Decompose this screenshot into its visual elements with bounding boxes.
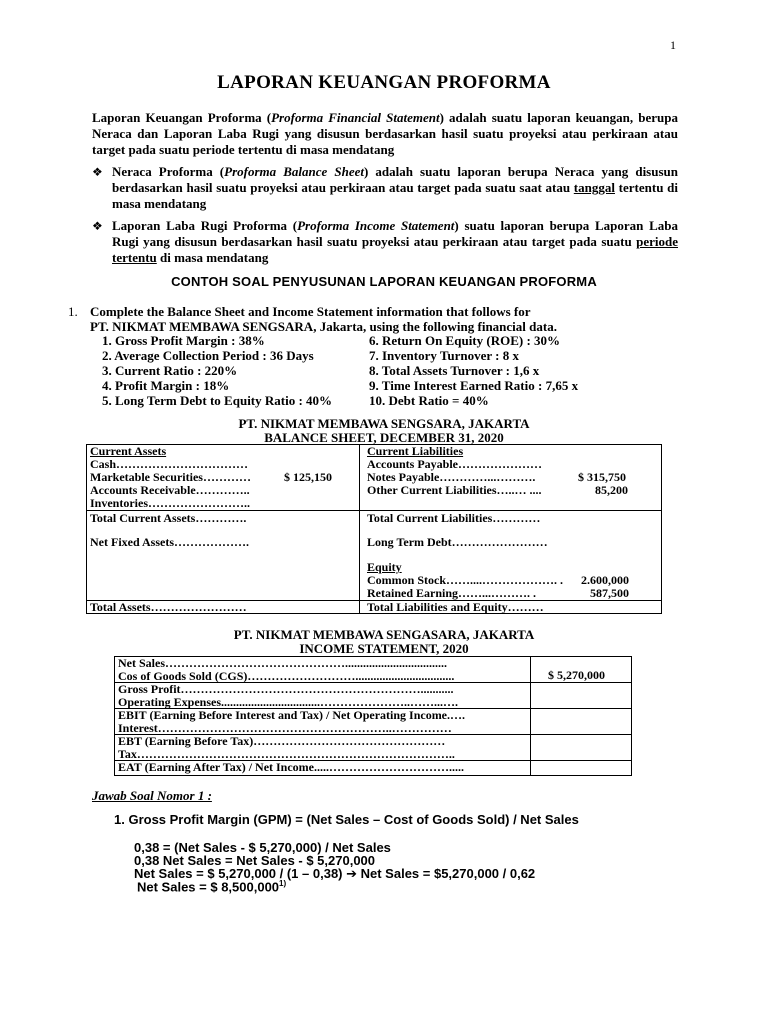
intro-italic: Proforma Financial Statement <box>271 110 440 125</box>
footnote-marker: 1) <box>279 879 287 888</box>
is-net-sales: Net Sales……………………………………….................................. <box>118 657 447 670</box>
bullet-italic: Proforma Income Statement <box>297 218 455 233</box>
bs-total-liabilities-equity: Total Liabilities and Equity……… <box>367 600 544 614</box>
bs-accounts-payable: Accounts Payable………………… <box>367 457 542 471</box>
answer-line: 0,38 Net Sales = Net Sales - $ 5,270,000 <box>134 853 376 868</box>
bs-marketable-label: Marketable Securities………… <box>90 470 251 484</box>
bullet-underline: tanggal <box>573 180 615 195</box>
data-item: 4. Profit Margin : 18% <box>102 378 230 393</box>
data-item: 10. Debt Ratio = 40% <box>369 393 489 408</box>
bs-common-stock-label: Common Stock……....………………. . <box>367 573 564 587</box>
data-item: 2. Average Collection Period : 36 Days <box>102 348 314 363</box>
answer-heading: Jawab Soal Nomor 1 : <box>92 788 212 803</box>
bs-net-fixed-assets: Net Fixed Assets………………. <box>90 535 249 549</box>
bs-cash: Cash…………………………… <box>90 457 249 471</box>
is-interest: Interest…………………………………………………..…………… <box>118 721 452 735</box>
data-item: 1. Gross Profit Margin : 38% <box>102 333 265 348</box>
income-statement-rows <box>118 657 528 774</box>
question-line-1: Complete the Balance Sheet and Income Statement information that follows for <box>90 304 531 319</box>
income-statement-company: PT. NIKMAT MEMBAWA SENGASARA, JAKARTA <box>233 627 535 642</box>
intro-paragraph <box>92 110 678 158</box>
balance-sheet-title: BALANCE SHEET, DECEMBER 31, 2020 <box>264 430 504 445</box>
is-ebt: EBT (Earning Before Tax)………………………………………… <box>118 734 446 748</box>
table-divider <box>359 444 360 614</box>
bs-current-assets-header: Current Assets <box>90 444 167 458</box>
data-item: 7. Inventory Turnover : 8 x <box>369 348 519 363</box>
is-operating-expenses: Operating Expenses.................................…………………..……...…. <box>118 695 459 709</box>
intro-text: Laporan Keuangan Proforma ( <box>92 110 272 125</box>
data-item: 8. Total Assets Turnover : 1,6 x <box>369 363 540 378</box>
data-item: 5. Long Term Debt to Equity Ratio : 40% <box>102 393 333 408</box>
is-eat: EAT (Earning After Tax) / Net Income.....…………………………..... <box>118 760 465 774</box>
intro-text-rest: ) adalah suatu laporan keuangan, berupa Neraca dan Laporan Laba Rugi yang disusun berdasarkan hasil suatu proyeksi atau perkiraan atau target pada suatu periode tertentu di masa mendatang <box>92 110 678 157</box>
income-statement-title: INCOME STATEMENT, 2020 <box>299 641 469 656</box>
answer-net-sales: Net Sales = $ 8,500,000 <box>137 879 280 895</box>
bs-long-term-debt: Long Term Debt…………………… <box>367 535 548 549</box>
answer-line: Net Sales = $ 5,270,000 / (1 – 0,38) ➔ Net Sales = $5,270,000 / 0,62 <box>134 866 536 881</box>
data-item: 3. Current Ratio : 220% <box>102 363 238 378</box>
bullet-text: ) adalah suatu laporan berupa Neraca yang disusun berdasarkan hasil suatu proyeksi atau perkiraan atau target pada suatu saat atau <box>112 164 678 195</box>
bs-total-current-liabilities: Total Current Liabilities………… <box>367 511 541 525</box>
section-subtitle: CONTOH SOAL PENYUSUNAN LAPORAN KEUANGAN PROFORMA <box>171 274 597 289</box>
answer-line: 0,38 = (Net Sales - $ 5,270,000) / Net Sales <box>134 840 391 855</box>
bs-total-current-assets: Total Current Assets…………. <box>90 511 247 525</box>
page-number: 1 <box>670 38 676 52</box>
balance-sheet-company: PT. NIKMAT MEMBAWA SENGSARA, JAKARTA <box>238 416 530 431</box>
bs-retained-label: Retained Earning……...………. . <box>367 586 537 600</box>
bullet-text: Neraca Proforma ( <box>112 164 225 179</box>
bs-common-stock-value: 2.600,000 <box>581 573 629 587</box>
bs-total-assets: Total Assets…………………… <box>90 600 247 614</box>
bullet-text: Laporan Laba Rugi Proforma ( <box>112 218 298 233</box>
bullet-icon: ❖ <box>92 165 103 179</box>
bullet-text: di masa mendatang <box>156 250 269 265</box>
is-cgs-value: $ 5,270,000 <box>548 668 605 682</box>
table-divider <box>530 656 531 776</box>
financial-data-left <box>102 333 332 408</box>
bs-current-liabilities-header: Current Liabilities <box>367 444 464 458</box>
is-gross-profit: Gross Profit……………………………………………………........... <box>118 682 454 696</box>
bs-equity-header: Equity <box>367 560 402 574</box>
bullet-text: ) suatu laporan berupa Laporan Laba Rugi yang disusun berdasarkan hasil suatu proyeksi atau perkiraan atau target pada suatu <box>112 218 679 249</box>
is-tax: Tax…………………………………………………………………….. <box>118 747 455 761</box>
answer-line <box>137 879 286 894</box>
bs-notes-label: Notes Payable…………...………. <box>367 470 536 484</box>
bullet-paragraph-balance-sheet <box>112 164 678 212</box>
bs-inventories: Inventories…………………….. <box>90 496 250 510</box>
bs-notes-value: $ 315,750 <box>578 470 626 484</box>
question-line-2: PT. NIKMAT MEMBAWA SENGSARA, Jakarta, using the following financial data. <box>90 319 557 334</box>
data-item: 6. Return On Equity (ROE) : 30% <box>369 333 561 348</box>
is-cogs: Cos of Goods Sold (CGS)………………………................................. <box>118 669 455 683</box>
bs-receivable: Accounts Receivable………….. <box>90 483 250 497</box>
question-number: 1. <box>68 304 78 319</box>
bs-other-value: 85,200 <box>595 483 628 497</box>
bullet-paragraph-income-statement <box>112 218 678 266</box>
data-item: 9. Time Interest Earned Ratio : 7,65 x <box>369 378 579 393</box>
is-ebit: EBIT (Earning Before Interest and Tax) / Net Operating Income.…. <box>118 708 466 722</box>
bs-other-label: Other Current Liabilities…..… .... <box>367 483 542 497</box>
financial-data-right <box>369 333 578 408</box>
answer-step: 1. Gross Profit Margin (GPM) = (Net Sales – Cost of Goods Sold) / Net Sales <box>114 812 579 827</box>
bullet-underline: periode tertentu <box>112 234 678 265</box>
bullet-text: tertentu di masa mendatang <box>112 180 678 211</box>
bs-marketable-value: $ 125,150 <box>284 470 332 484</box>
bs-retained-value: 587,500 <box>590 586 629 600</box>
document-title: LAPORAN KEUANGAN PROFORMA <box>217 72 551 93</box>
bullet-italic: Proforma Balance Sheet <box>224 164 364 179</box>
bullet-icon: ❖ <box>92 219 103 233</box>
